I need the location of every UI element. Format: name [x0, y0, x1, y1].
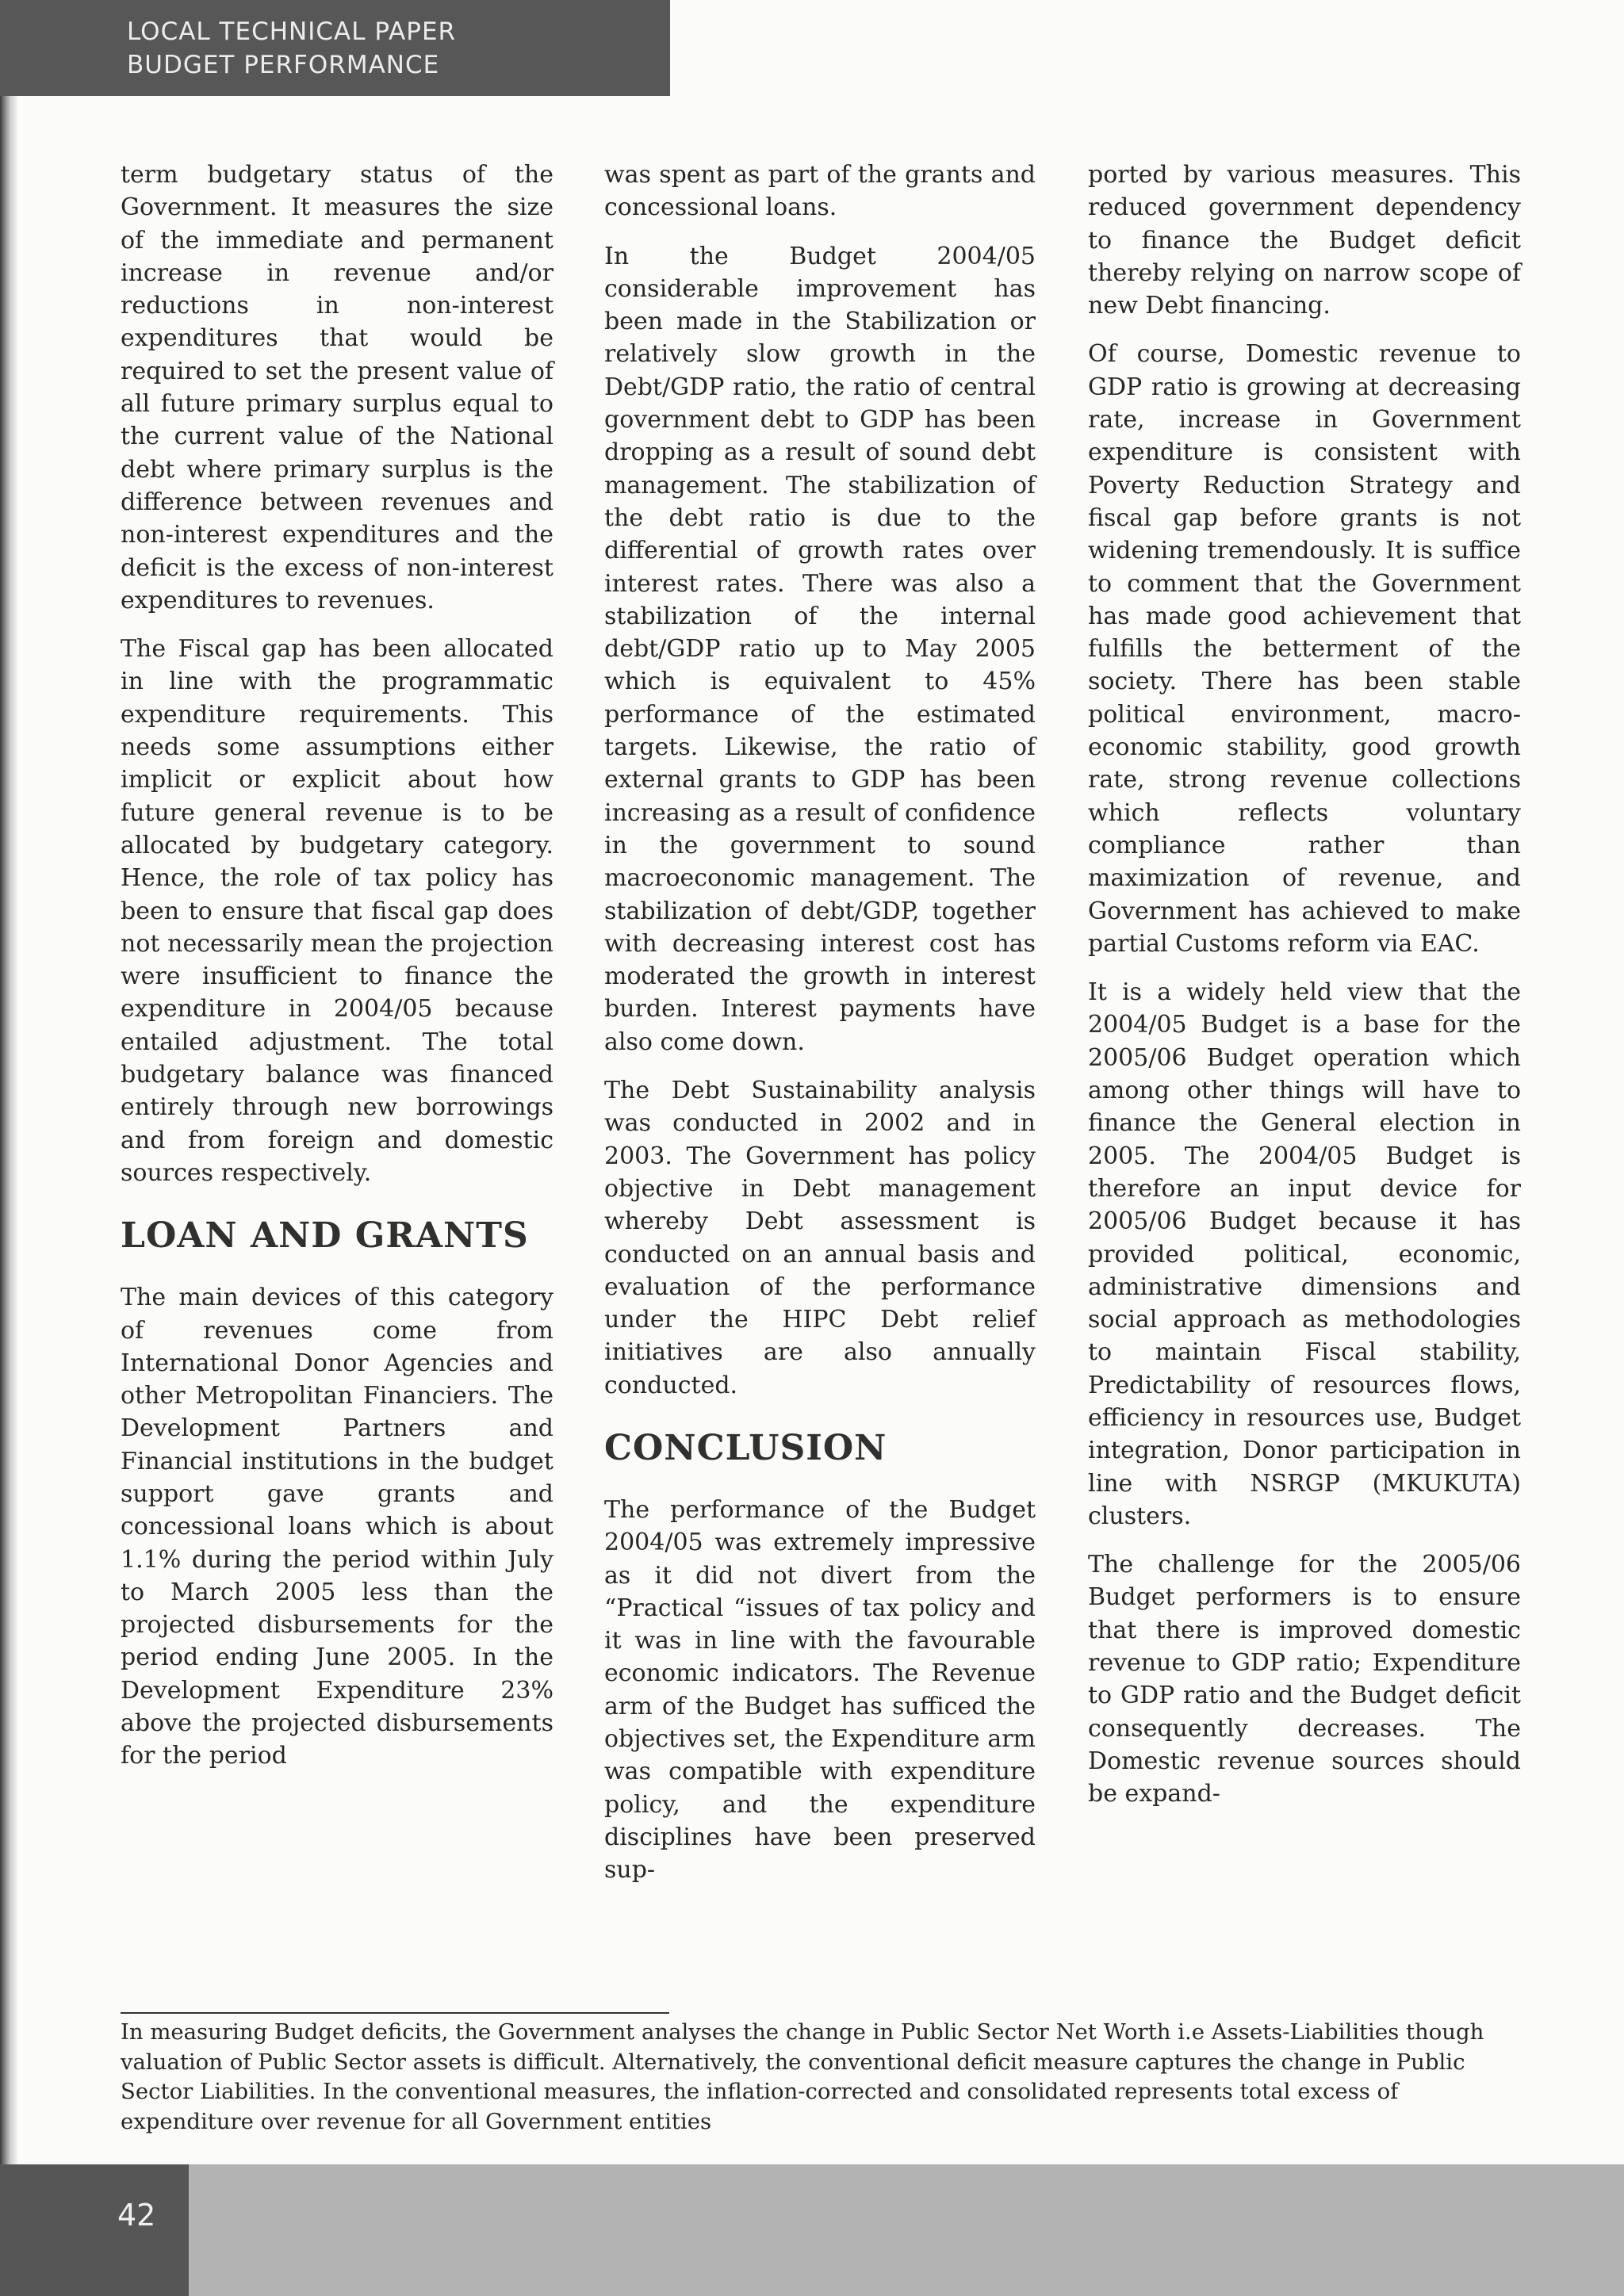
paragraph: The main devices of this category of revenues come from International Donor Agencies and other Metropolitan Financiers. The Development Partners and Financial institutions in the budget support gave grants and concessional loans which is about 1.1% during the period within July to March 2005 less than the projected disbursements for the period ending June 2005. In the Development Expenditure 23% above the projected disbursements for the period — [121, 1284, 553, 1770]
footnote: In measuring Budget deficits, the Government analyses the change in Public Sector Net Worth i.e Assets-Liabilities though valuation of Public Sector assets is difficult. Alternatively, the conventional deficit measure captures the change in Public Sector Liabilities. In the conventional measures, the inflation-corrected and consolidated represents total excess of expenditure over revenue for all Government entities — [121, 2019, 1484, 2134]
header-subtitle: BUDGET PERFORMANCE — [127, 51, 440, 79]
header-banner — [0, 0, 670, 96]
section-heading-loan-and-grants: LOAN AND GRANTS — [121, 1215, 529, 1257]
paragraph: In the Budget 2004/05 considerable improvement has been made in the Stabilization or relatively slow growth in the Debt/GDP ratio, the ratio of central government debt to GDP has been dropping as a result of sound debt management. The stabilization of the debt ratio is due to the differential of growth rates over interest rates. There was also a stabilization of the internal debt/GDP ratio up to May 2005 which is equivalent to 45% performance of the estimated targets. Likewise, the ratio of external grants to GDP has been increasing as a result of confidence in the government to sound macroeconomic management. The stabilization of debt/GDP, together with decreasing interest cost has moderated the growth in interest burden. Interest payments have also come down. — [604, 242, 1036, 1056]
page-binding-edge — [0, 0, 17, 2296]
section-heading-conclusion: CONCLUSION — [604, 1427, 887, 1468]
paragraph: It is a widely held view that the 2004/05 Budget is a base for the 2005/06 Budget operation which among other things will have to finance the General election in 2005. The 2004/05 Budget is therefore an input device for 2005/06 Budget because it has provided political, economic, administrative dimensions and social approach as methodologies to maintain Fiscal stability, Predictability of resources flows, efficiency in resources use, Budget integration, Donor participation in line with NSRGP (MKUKUTA) clusters. — [1088, 978, 1521, 1530]
page-number-block — [0, 2164, 189, 2296]
text-column-1 — [121, 159, 553, 1789]
text-column-3 — [1088, 159, 1521, 1827]
footer-band — [0, 2164, 1624, 2296]
paragraph: term budgetary status of the Government. It measures the size of the immediate and permanent increase in revenue and/or reductions in non-interest expenditures that would be required to set the present value of all future primary surplus equal to the current value of the National debt where primary surplus is the difference between revenues and non-interest expenditures and the deficit is the excess of non-interest expenditures to revenues. — [121, 161, 553, 614]
paragraph: The Debt Sustainability analysis was conducted in 2002 and in 2003. The Government has policy objective in Debt management whereby Debt assessment is conducted on an annual basis and evaluation of the performance under the HIPC Debt relief initiatives are also annually conducted. — [604, 1077, 1036, 1399]
page-number: 42 — [117, 2198, 156, 2233]
paragraph: The challenge for the 2005/06 Budget performers is to ensure that there is improved domestic revenue to GDP ratio; Expenditure to GDP ratio and the Budget deficit consequently decreases. The Domestic revenue sources should be expand- — [1088, 1551, 1521, 1808]
paragraph: The performance of the Budget 2004/05 was extremely impressive as it did not divert from the “Practical “issues of tax policy and it was in line with the favourable economic indicators. The Revenue arm of the Budget has sufficed the objectives set, the Expenditure arm was compatible with expenditure policy, and the expenditure disciplines have been preserved sup- — [604, 1495, 1036, 1885]
paragraph: The Fiscal gap has been allocated in line with the programmatic expenditure requirements. This needs some assumptions either implicit or explicit about how future general revenue is to be allocated by budgetary category. Hence, the role of tax policy has been to ensure that fiscal gap does not necessarily mean the projection were insufficient to finance the expenditure in 2004/05 because entailed adjustment. The total budgetary balance was financed entirely through new borrowings and from foreign and domestic sources respectively. — [121, 635, 553, 1187]
paragraph: was spent as part of the grants and concessional loans. — [604, 161, 1036, 222]
header-title: LOCAL TECHNICAL PAPER — [127, 17, 457, 46]
paragraph: Of course, Domestic revenue to GDP ratio is growing at decreasing rate, increase in Government expenditure is consistent with Poverty Reduction Strategy and fiscal gap before grants is not widening tremendously. It is suffice to comment that the Government has made good achievement that fulfills the betterment of the society. There has been stable political environment, macro-economic stability, good growth rate, strong revenue collections which reflects voluntary compliance rather than maximization of revenue, and Government has achieved to make partial Customs reform via EAC. — [1088, 340, 1521, 958]
paragraph: ported by various measures. This reduced government dependency to finance the Budget deficit thereby relying on narrow scope of new Debt financing. — [1088, 161, 1521, 320]
text-column-2 — [604, 159, 1036, 1903]
footnote-divider — [121, 2012, 669, 2014]
